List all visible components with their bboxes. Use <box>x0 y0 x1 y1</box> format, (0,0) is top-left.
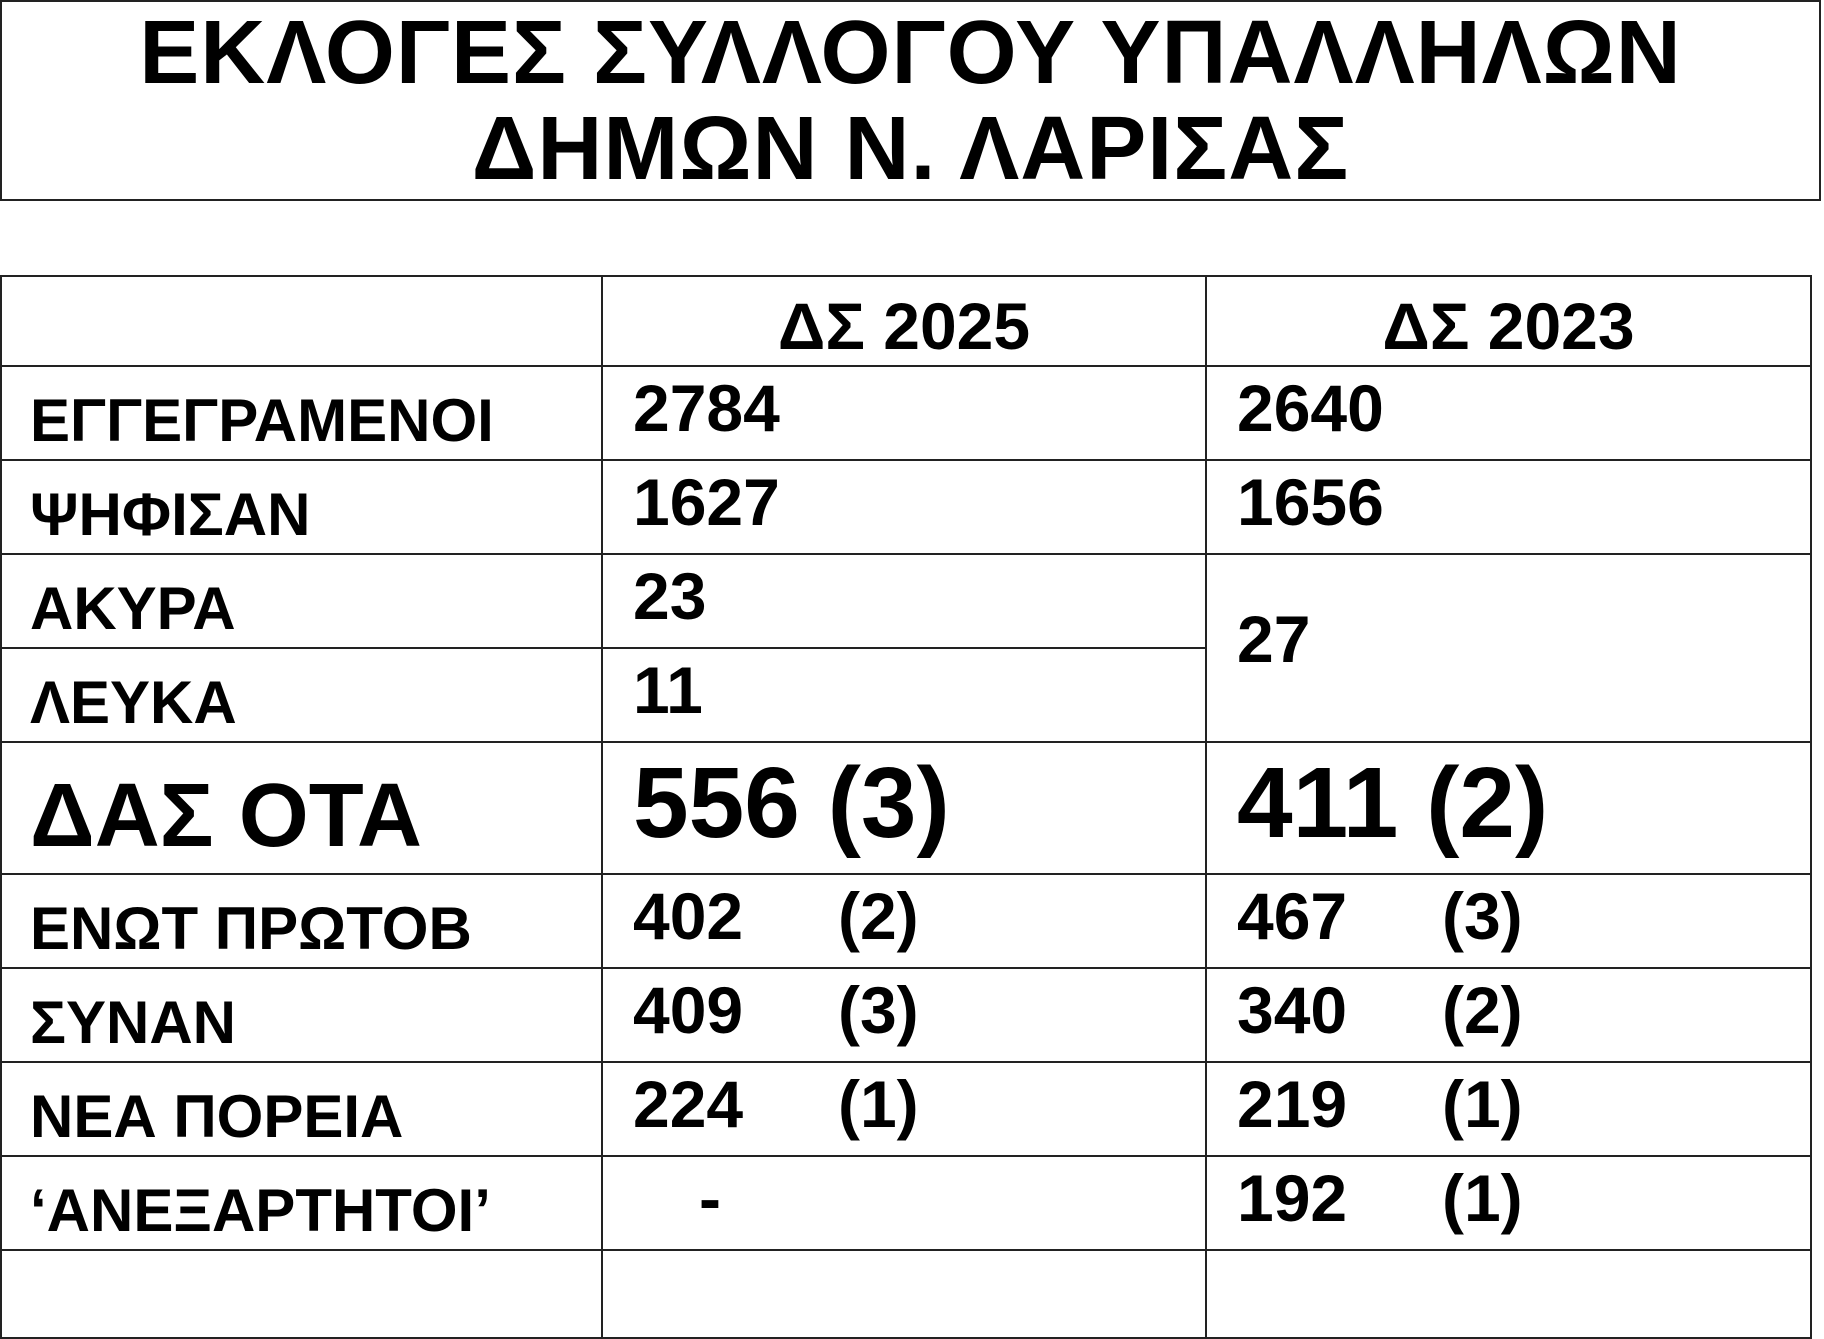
votes: 409 <box>633 973 744 1047</box>
results-table <box>0 275 1812 1339</box>
row-label: ΑΚΥΡΑ <box>1 554 602 648</box>
row-label: ΔΑΣ ΟΤΑ <box>1 742 602 874</box>
table-row-anexartitoi <box>1 1156 1811 1250</box>
seats: (1) <box>838 1067 919 1141</box>
header-ds-2023: ΔΣ 2023 <box>1206 276 1811 366</box>
table-row-nea-poreia <box>1 1062 1811 1156</box>
value-2023 <box>1206 1156 1811 1250</box>
value-2023 <box>1206 874 1811 968</box>
seats: (3) <box>1442 879 1523 953</box>
table-row-voted <box>1 460 1811 554</box>
empty-cell <box>1206 1250 1811 1338</box>
votes: 467 <box>1237 879 1348 953</box>
row-label: ΨΗΦΙΣΑΝ <box>1 460 602 554</box>
table-row-synan <box>1 968 1811 1062</box>
votes: 219 <box>1237 1067 1348 1141</box>
row-label: ΛΕΥΚΑ <box>1 648 602 742</box>
table-row-empty <box>1 1250 1811 1338</box>
value-2025: 23 <box>602 554 1206 648</box>
row-label: ‘ΑΝΕΞΑΡΤΗΤΟΙ’ <box>1 1156 602 1250</box>
row-label: ΕΓΓΕΓΡΑΜΕΝΟΙ <box>1 366 602 460</box>
value-2023: 2640 <box>1206 366 1811 460</box>
value-2025: 2784 <box>602 366 1206 460</box>
value-2023 <box>1206 1062 1811 1156</box>
header-empty-cell <box>1 276 602 366</box>
row-label: ΕΝΩΤ ΠΡΩΤΟΒ <box>1 874 602 968</box>
value-2025: 11 <box>602 648 1206 742</box>
title-line-2: ΔΗΜΩΝ Ν. ΛΑΡΙΣΑΣ <box>471 98 1350 199</box>
value-2025 <box>602 1156 1206 1250</box>
header-ds-2025: ΔΣ 2025 <box>602 276 1206 366</box>
seats: (2) <box>838 879 919 953</box>
value-2025 <box>602 1062 1206 1156</box>
value-2023: 411 (2) <box>1206 742 1811 874</box>
no-value-dash: - <box>699 1161 721 1235</box>
votes: 224 <box>633 1067 744 1141</box>
value-2023 <box>1206 968 1811 1062</box>
table-row-enot-protov <box>1 874 1811 968</box>
votes: 402 <box>633 879 744 953</box>
seats: (2) <box>1442 973 1523 1047</box>
empty-cell <box>1 1250 602 1338</box>
table-row-das-ota <box>1 742 1811 874</box>
header-row <box>1 276 1811 366</box>
table-row-registered <box>1 366 1811 460</box>
row-label: ΣΥΝΑΝ <box>1 968 602 1062</box>
title-line-1: ΕΚΛΟΓΕΣ ΣΥΛΛΟΓΟΥ ΥΠΑΛΛΗΛΩΝ <box>139 2 1682 103</box>
seats: (3) <box>838 973 919 1047</box>
votes: 340 <box>1237 973 1348 1047</box>
value-2025: 556 (3) <box>602 742 1206 874</box>
row-label: ΝΕΑ ΠΟΡΕΙΑ <box>1 1062 602 1156</box>
value-2025 <box>602 874 1206 968</box>
table-row-invalid <box>1 554 1811 648</box>
seats: (1) <box>1442 1161 1523 1235</box>
value-2023-invalid-blank: 27 <box>1206 554 1811 742</box>
value-2025 <box>602 968 1206 1062</box>
empty-cell <box>602 1250 1206 1338</box>
value-2023: 1656 <box>1206 460 1811 554</box>
title-box <box>0 0 1821 201</box>
value-2025: 1627 <box>602 460 1206 554</box>
seats: (1) <box>1442 1067 1523 1141</box>
votes: 192 <box>1237 1161 1348 1235</box>
